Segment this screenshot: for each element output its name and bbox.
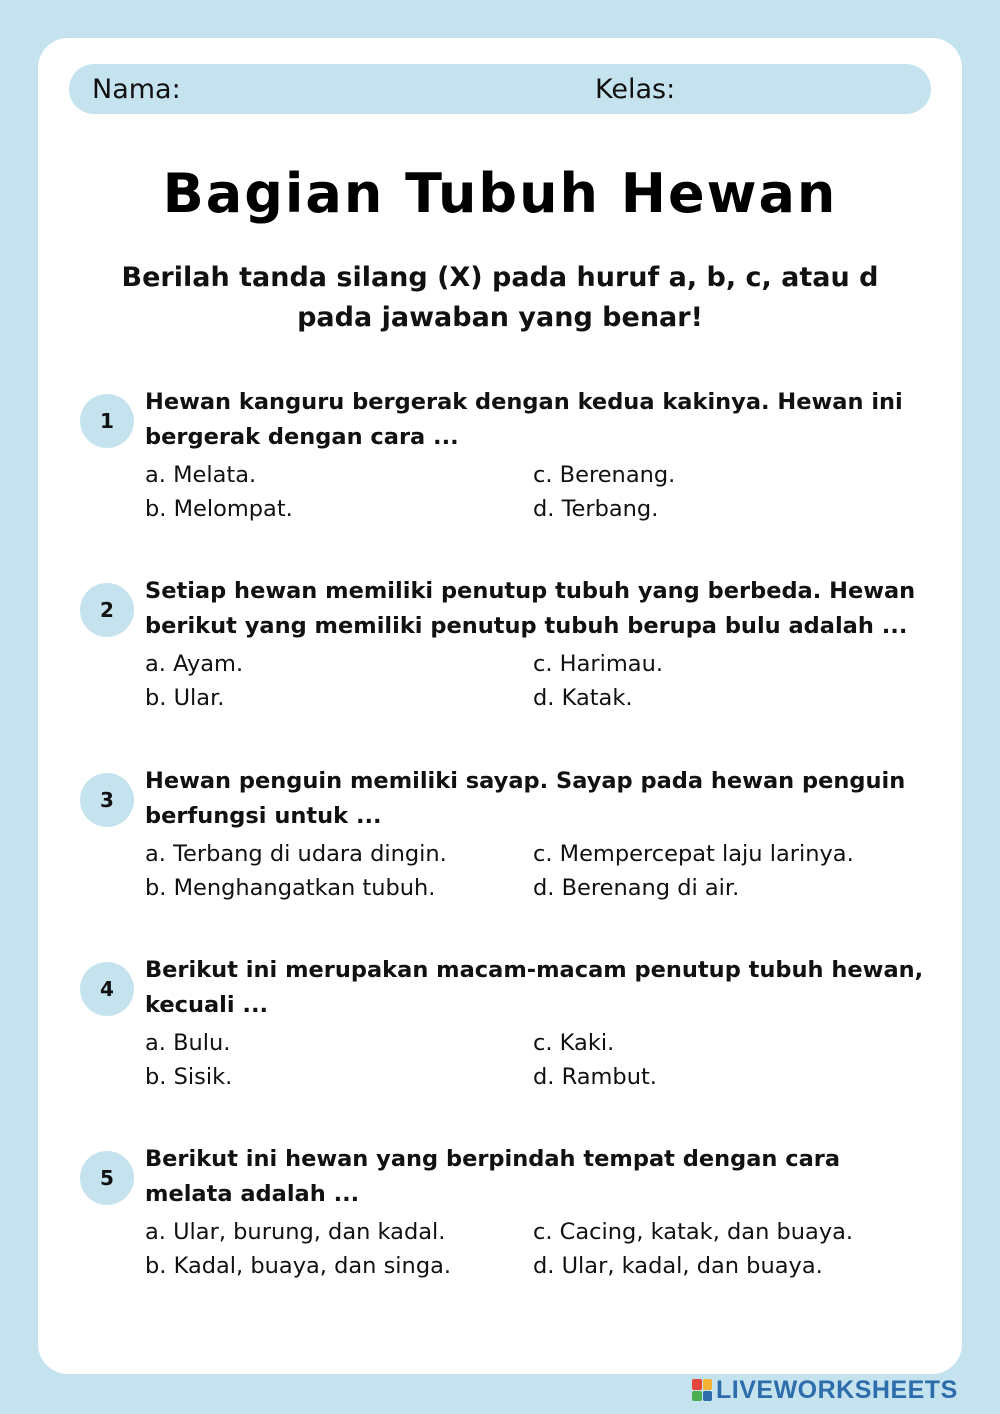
option-a[interactable]: a. Ular, burung, dan kadal.: [145, 1219, 446, 1245]
option-b[interactable]: b. Kadal, buaya, dan singa.: [145, 1253, 452, 1279]
question-text: Berikut ini merupakan macam-macam penutup tubuh hewan, kecuali ...: [145, 957, 924, 1018]
question-number: 5: [80, 1151, 134, 1205]
question-text: Hewan penguin memiliki sayap. Sayap pada hewan penguin berfungsi untuk ...: [145, 768, 906, 829]
option-b[interactable]: b. Melompat.: [145, 496, 293, 522]
question-number: 1: [80, 394, 134, 448]
option-d[interactable]: d. Terbang.: [533, 496, 659, 522]
page-title: Bagian Tubuh Hewan: [162, 162, 838, 225]
option-d[interactable]: d. Katak.: [533, 685, 633, 711]
option-c[interactable]: c. Kaki.: [533, 1030, 615, 1056]
kelas-label: Kelas:: [595, 74, 676, 105]
question-number: 4: [80, 962, 134, 1016]
option-a[interactable]: a. Melata.: [145, 462, 257, 488]
instruction-text: Berilah tanda silang (X) pada huruf a, b, c, atau d pada jawaban yang benar!: [121, 262, 879, 333]
option-d[interactable]: d. Rambut.: [533, 1064, 657, 1090]
liveworksheets-logo-icon: [692, 1379, 712, 1401]
nama-label: Nama:: [92, 74, 181, 105]
option-a[interactable]: a. Ayam.: [145, 651, 244, 677]
option-a[interactable]: a. Terbang di udara dingin.: [145, 841, 447, 867]
option-b[interactable]: b. Sisik.: [145, 1064, 233, 1090]
option-b[interactable]: b. Ular.: [145, 685, 225, 711]
option-d[interactable]: d. Ular, kadal, dan buaya.: [533, 1253, 823, 1279]
option-c[interactable]: c. Harimau.: [533, 651, 664, 677]
question-number: 2: [80, 583, 134, 637]
option-c[interactable]: c. Mempercepat laju larinya.: [533, 841, 854, 867]
question-text: Setiap hewan memiliki penutup tubuh yang berbeda. Hewan berikut yang memiliki penutup tubuh berupa bulu adalah ...: [145, 578, 916, 639]
name-class-bar: [69, 64, 931, 114]
question-text: Hewan kanguru bergerak dengan kedua kakinya. Hewan ini bergerak dengan cara ...: [145, 389, 903, 450]
liveworksheets-watermark: [692, 1375, 958, 1405]
question-number: 3: [80, 773, 134, 827]
option-c[interactable]: c. Berenang.: [533, 462, 676, 488]
question-text: Berikut ini hewan yang berpindah tempat dengan cara melata adalah ...: [145, 1146, 841, 1207]
option-d[interactable]: d. Berenang di air.: [533, 875, 740, 901]
watermark-text: LIVEWORKSHEETS: [716, 1375, 958, 1404]
option-c[interactable]: c. Cacing, katak, dan buaya.: [533, 1219, 854, 1245]
option-a[interactable]: a. Bulu.: [145, 1030, 231, 1056]
option-b[interactable]: b. Menghangatkan tubuh.: [145, 875, 436, 901]
